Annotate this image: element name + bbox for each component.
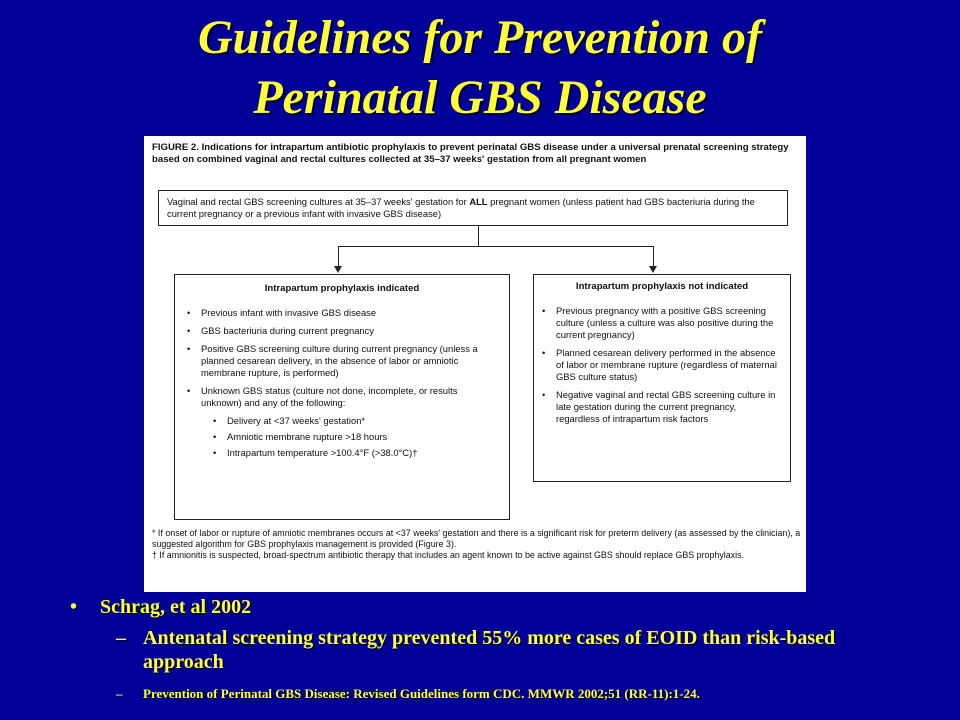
prophylaxis-indicated-box [174,274,510,520]
indicated-item: • GBS bacteriuria during current pregnancy [187,325,375,336]
arrow-down-right-icon [649,266,657,273]
arrow-down-left-icon [334,266,342,273]
screening-text-start: Vaginal and rectal GBS screening cultures at 35–37 weeks' gestation for [167,196,470,207]
connector-horizontal [338,246,654,247]
bullet-reference-text: Prevention of Perinatal GBS Disease: Revised Guidelines form CDC. MMWR 2002;51 (RR-11):1-24. [143,686,700,701]
connector-left-drop [338,246,339,266]
footnote-amnionitis: † If amnionitis is suspected, broad-spectrum antibiotic therapy that includes an agent known to be active against GBS should replace GBS prophylaxis. [152,550,744,560]
slide-title-line2: Perinatal GBS Disease [253,71,707,124]
indicated-subitem: • Intrapartum temperature >100.4°F (>38.0°C)† [213,447,418,458]
screening-text-all: ALL [469,196,488,207]
indicated-subitem: • Delivery at <37 weeks' gestation* [213,415,366,426]
connector-vertical-top [478,226,479,246]
indicated-item: • Previous infant with invasive GBS disease [187,307,377,318]
bullet-citation-text: Schrag, et al 2002 [100,596,252,618]
slide-title-line1: Guidelines for Prevention of [198,11,762,64]
indicated-item: • Positive GBS screening culture during current pregnancy (unless a planned cesarean delivery, in the absence of labor or amniotic membrane rupture, is performed) [187,343,478,378]
figure-footnotes [152,528,802,561]
not-indicated-heading: Intrapartum prophylaxis not indicated [575,281,749,292]
screening-box [158,190,788,226]
connector-right-drop [653,246,654,266]
not-indicated-item: • Planned cesarean delivery performed in the absence of labor or membrane rupture (regardless of maternal GBS culture status) [542,347,777,382]
figure-caption: FIGURE 2. Indications for intrapartum antibiotic prophylaxis to prevent perinatal GBS disease under a universal prenatal screening strategy based on combined vaginal and rectal cultures collected at 35–37 weeks' gestation from all pregnant women [152,142,789,165]
not-indicated-item: • Previous pregnancy with a positive GBS screening culture (unless a culture was also positive during the current pregnancy) [542,305,774,340]
bullet-dash: – [116,686,123,701]
footnote-preterm: * If onset of labor or rupture of amniotic membranes occurs at <37 weeks' gestation and there is a significant risk for preterm delivery (as assessed by the clinician), a suggested algorithm for GBS prophylaxis management is provided (Figure 3). [152,528,801,549]
indicated-subitem: • Amniotic membrane rupture >18 hours [213,431,388,442]
bullet-dot: • [70,596,78,618]
guidelines-figure [144,136,806,592]
bullet-finding-text: Antenatal screening strategy prevented 55% more cases of EOID than risk-based approach [143,627,836,673]
bullet-dash: – [116,627,126,649]
indicated-item: • Unknown GBS status (culture not done, incomplete, or results unknown) and any of the following: [187,385,458,408]
slide-title [0,8,960,128]
prophylaxis-not-indicated-box [533,274,791,482]
screening-text-end: pregnant women (unless patient had GBS bacteriuria during the current pregnancy or a previous infant with invasive GBS disease) [167,196,755,219]
indicated-heading: Intrapartum prophylaxis indicated [264,283,420,294]
not-indicated-item: • Negative vaginal and rectal GBS screening culture in late gestation during the current pregnancy, regardless of intrapartum risk factors [542,389,776,424]
